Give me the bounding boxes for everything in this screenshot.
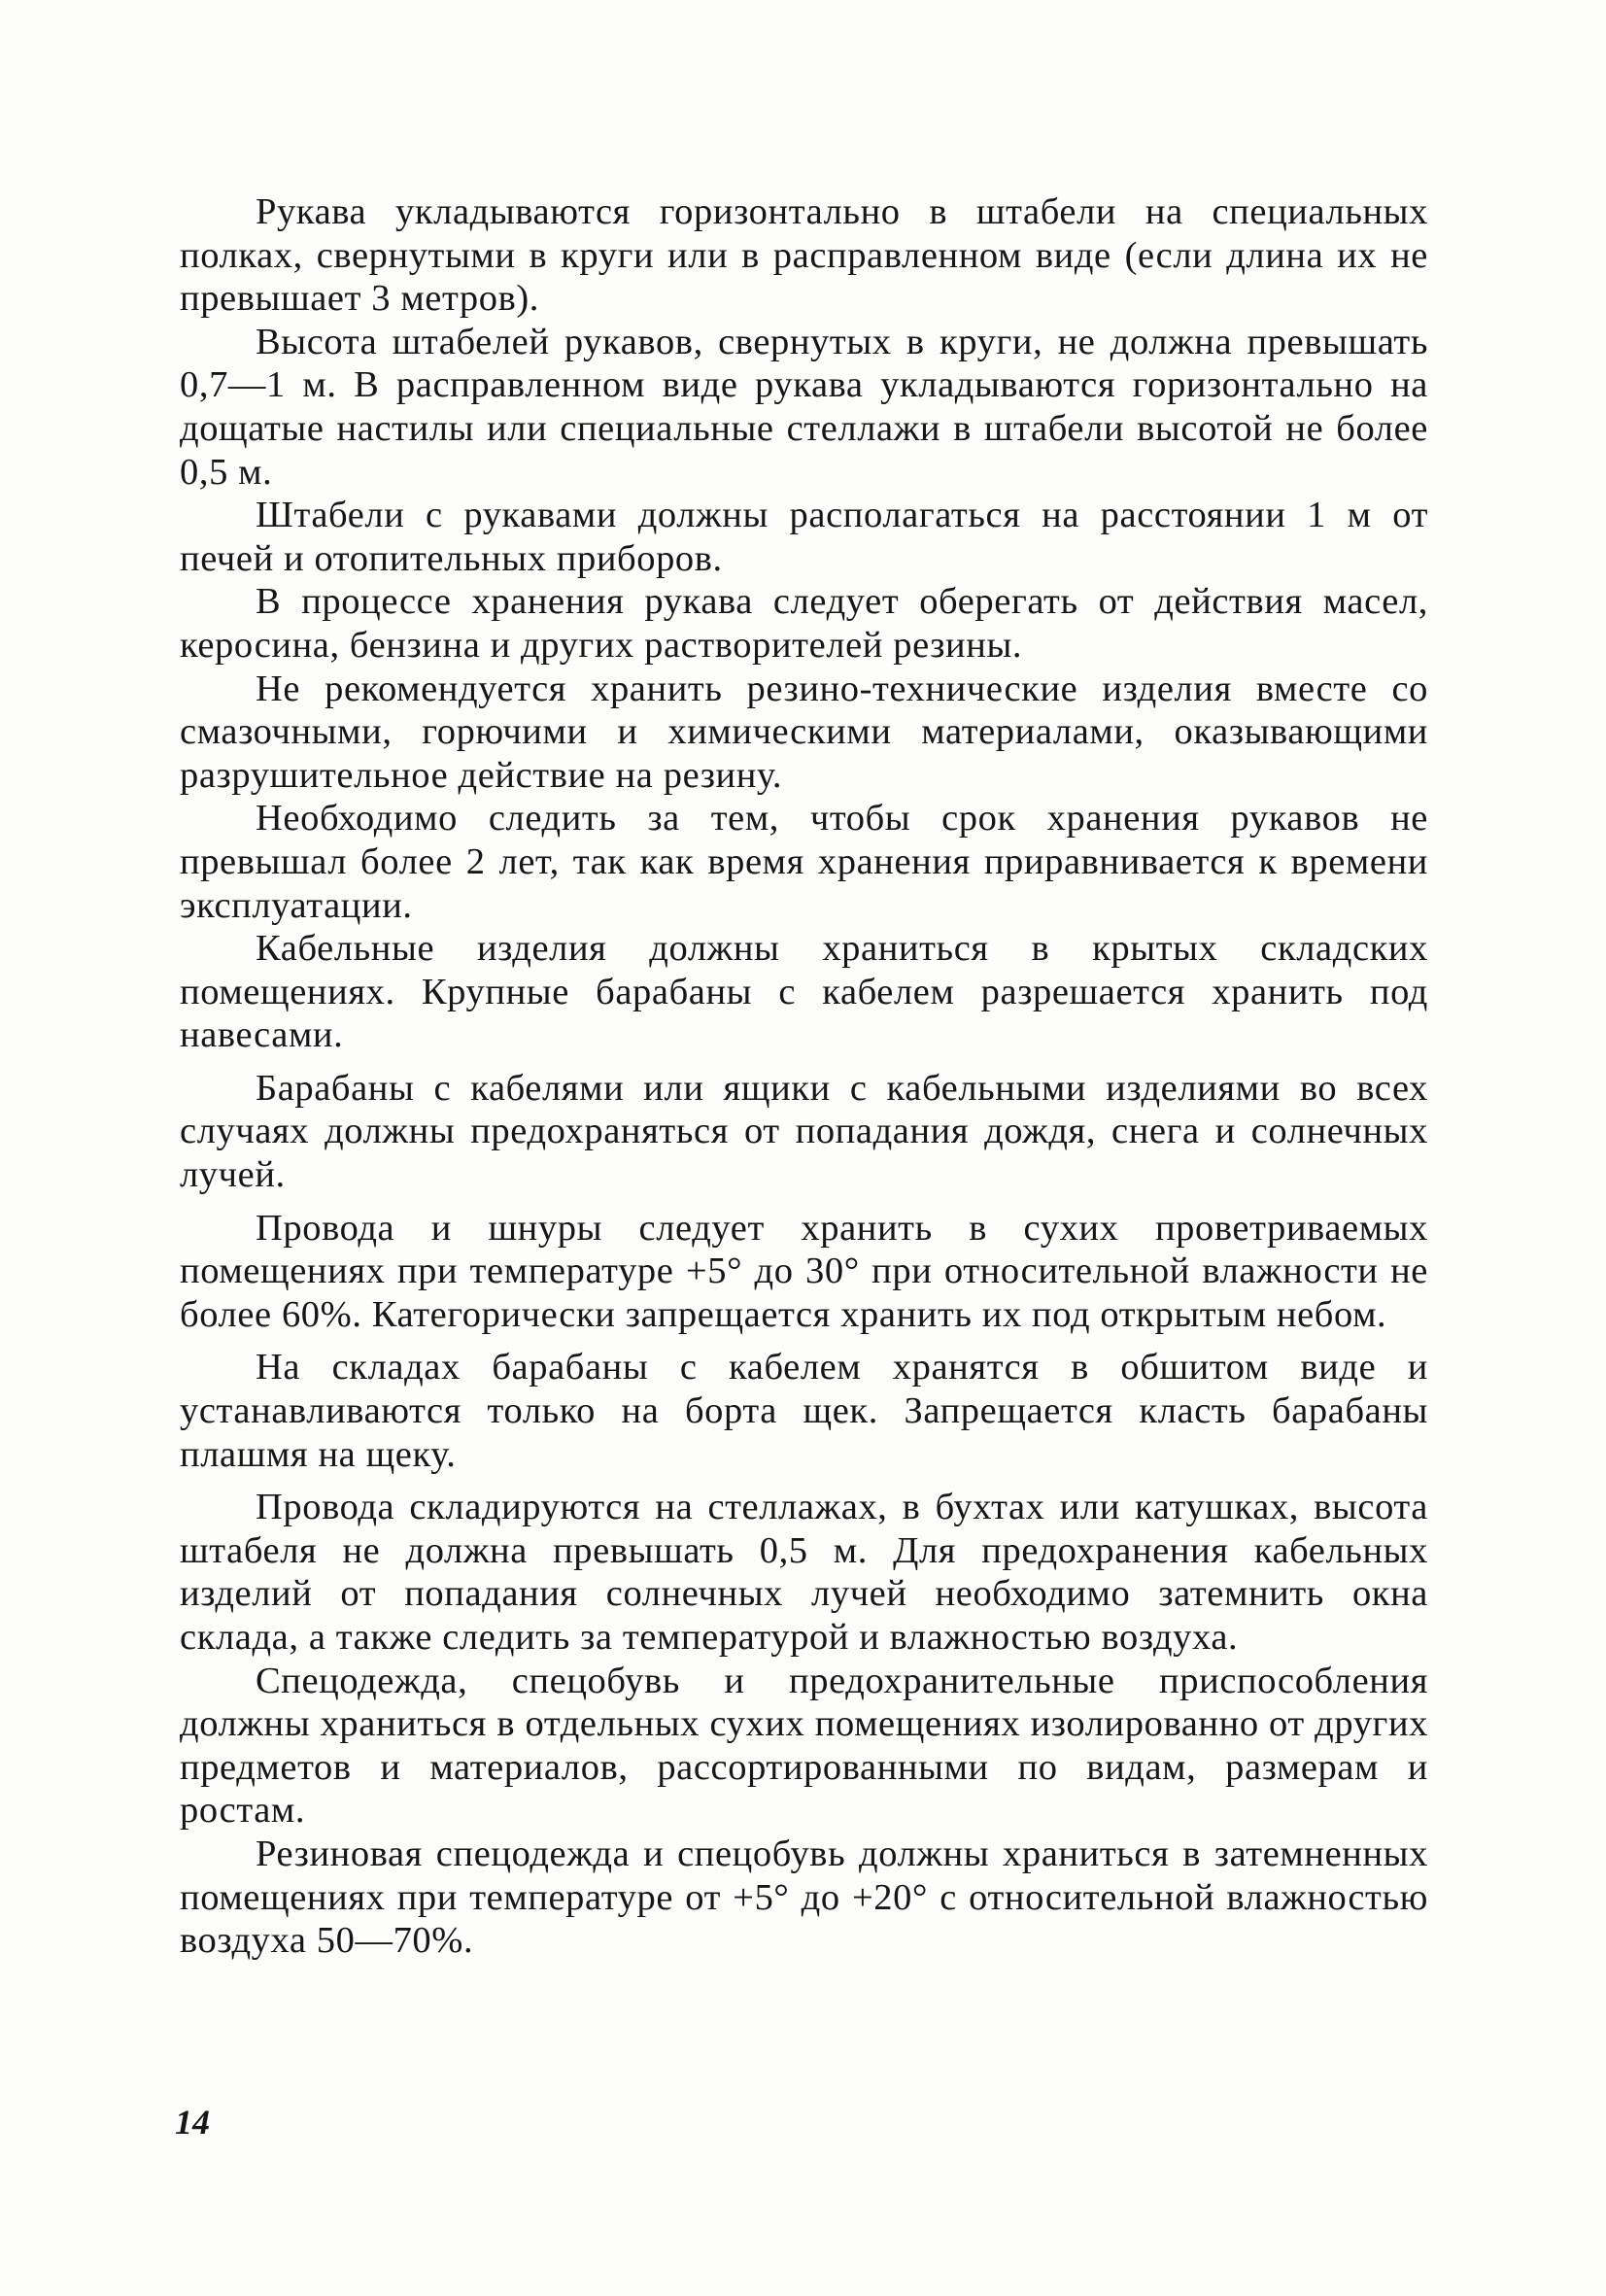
paragraph-6: Необходимо следить за тем, чтобы срок хранения рукавов не превышал более 2 лет, так как время хранения приравнивается к времени эксплуатации. [180, 798, 1428, 926]
paragraph-3: Штабели с рукавами должны располагаться на расстоянии 1 м от печей и отопительных приборов. [180, 495, 1428, 579]
paragraph-5: Не рекомендуется хранить резино-технические изделия вместе со смазочными, горючими и химическими материалами, оказывающими разрушительное действие на резину. [180, 668, 1428, 796]
body-text [180, 190, 1428, 1963]
paragraph-4: В процессе хранения рукава следует оберегать от действия масел, керосина, бензина и других растворителей резины. [180, 581, 1428, 666]
page-number: 14 [175, 2103, 210, 2142]
paragraph-7: Кабельные изделия должны храниться в крытых складских помещениях. Крупные барабаны с кабелем разрешается хранить под навесами. [180, 928, 1428, 1056]
paragraph-13: Резиновая спецодежда и спецобувь должны храниться в затемненных помещениях при температуре от +5° до +20° с относительной влажностью воздуха 50—70%. [180, 1833, 1428, 1962]
paragraph-9: Провода и шнуры следует хранить в сухих проветриваемых помещениях при температуре +5° до 30° при относительной влажности не более 60%. Категорически запрещается хранить их под открытым небом. [180, 1207, 1428, 1335]
paragraph-8: Барабаны с кабелями или ящики с кабельными изделиями во всех случаях должны предохраняться от попадания дождя, снега и солнечных лучей. [180, 1067, 1428, 1196]
paragraph-12: Спецодежда, спецобувь и предохранительные приспособления должны храниться в отдельных сухих помещениях изолированно от других предметов и материалов, рассортированными по видам, размерам и ростам. [180, 1660, 1428, 1832]
paragraph-2: Высота штабелей рукавов, свернутых в круги, не должна превышать 0,7—1 м. В расправленном виде рукава укладываются горизонтально на дощатые настилы или специальные стеллажи в штабели высотой не более 0,5 м. [180, 321, 1428, 493]
paragraph-1: Рукава укладываются горизонтально в штабели на специальных полках, свернутыми в круги или в расправленном виде (если длина их не превышает 3 метров). [180, 191, 1428, 320]
paragraph-11: Провода складируются на стеллажах, в бухтах или катушках, высота штабеля не должна превышать 0,5 м. Для предохранения кабельных изделий от попадания солнечных лучей необходимо затемнить окна склада, а также следить за температурой и влажностью воздуха. [180, 1487, 1428, 1658]
paragraph-10: На складах барабаны с кабелем хранятся в обшитом виде и устанавливаются только на борта щек. Запрещается класть барабаны плашмя на щеку. [180, 1347, 1428, 1475]
